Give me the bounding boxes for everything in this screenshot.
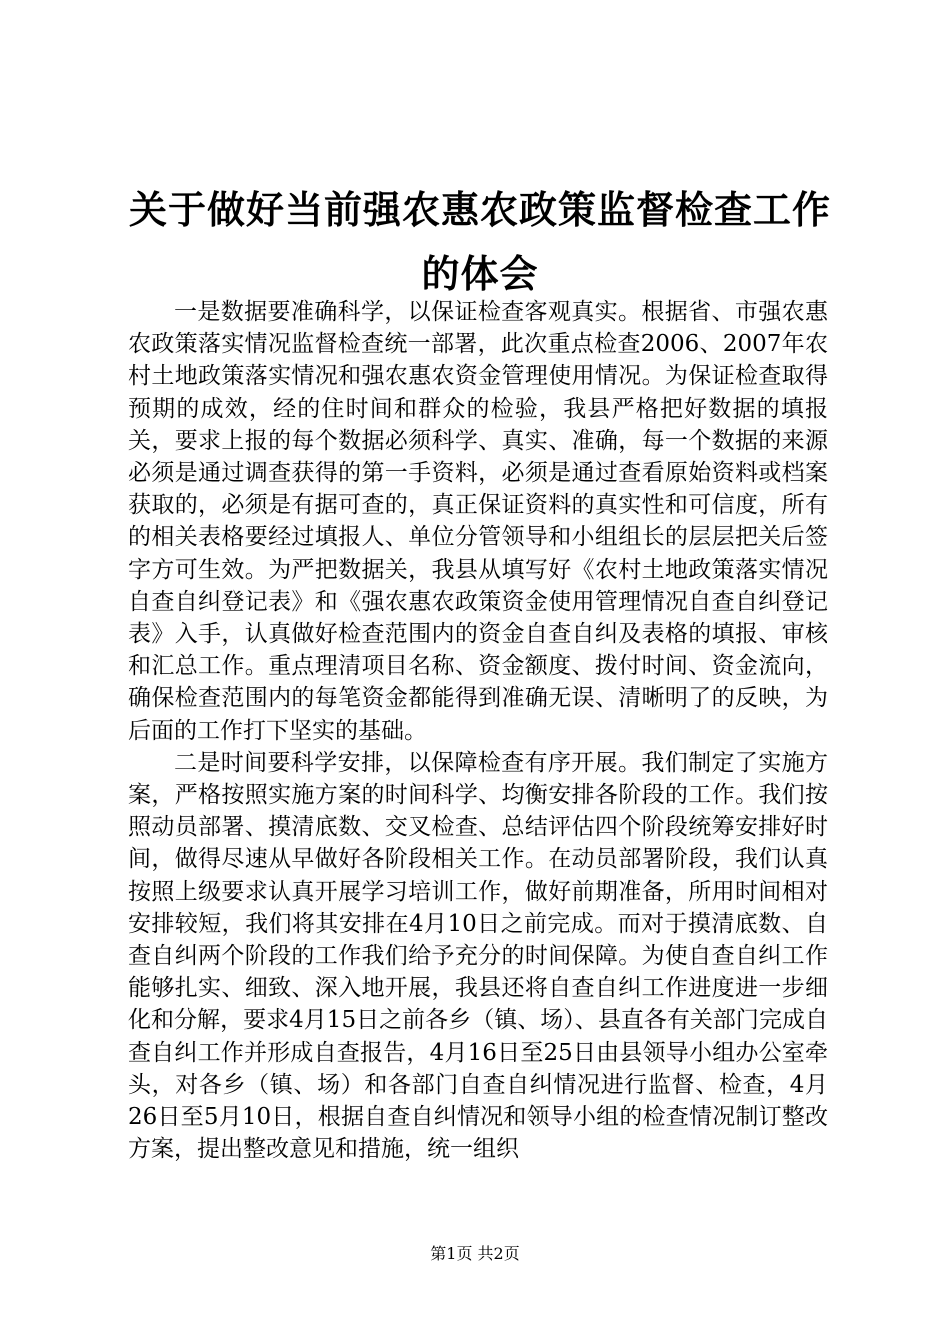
document-body — [128, 296, 828, 1165]
paragraph-2: 二是时间要科学安排，以保障检查有序开展。我们制定了实施方案，严格按照实施方案的时间科学、均衡安排各阶段的工作。我们按照动员部署、摸清底数、交叉检查、总结评估四个阶段统筹安排好时间，做得尽速从早做好各阶段相关工作。在动员部署阶段，我们认真按照上级要求认真开展学习培训工作，做好前期准备，所用时间相对安排较短，我们将其安排在4月10日之前完成。而对于摸清底数、自查自纠两个阶段的工作我们给予充分的时间保障。为使自查自纠工作能够扎实、细致、深入地开展，我县还将自查自纠工作进度进一步细化和分解，要求4月15日之前各乡（镇、场）、县直各有关部门完成自查自纠工作并形成自查报告，4月16日至25日由县领导小组办公室牵头，对各乡（镇、场）和各部门自查自纠情况进行监督、检查，4月26日至5月10日，根据自查自纠情况和领导小组的检查情况制订整改方案，提出整改意见和措施，统一组织 — [128, 749, 828, 1163]
document-title: 关于做好当前强农惠农政策监督检查工作的体会 — [128, 188, 831, 296]
paragraph-1: 一是数据要准确科学，以保证检查客观真实。根据省、市强农惠农政策落实情况监督检查统一部署，此次重点检查2006、2007年农村土地政策落实情况和强农惠农资金管理使用情况。为保证检查取得预期的成效，经的住时间和群众的检验，我县严格把好数据的填报关，要求上报的每个数据必须科学、真实、准确，每一个数据的来源必须是通过调查获得的第一手资料，必须是通过查看原始资料或档案获取的，必须是有据可查的，真正保证资料的真实性和可信度，所有的相关表格要经过填报人、单位分管领导和小组组长的层层把关后签字方可生效。为严把数据关，我县从填写好《农村土地政策落实情况自查自纠登记表》和《强农惠农政策资金使用管理情况自查自纠登记表》入手，认真做好检查范围内的资金自查自纠及表格的填报、审核和汇总工作。重点理清项目名称、资金额度、拨付时间、资金流向，确保检查范围内的每笔资金都能得到准确无误、清晰明了的反映，为后面的工作打下坚实的基础。 — [128, 299, 828, 744]
page-number-footer: 第1页 共2页 — [430, 1244, 520, 1263]
